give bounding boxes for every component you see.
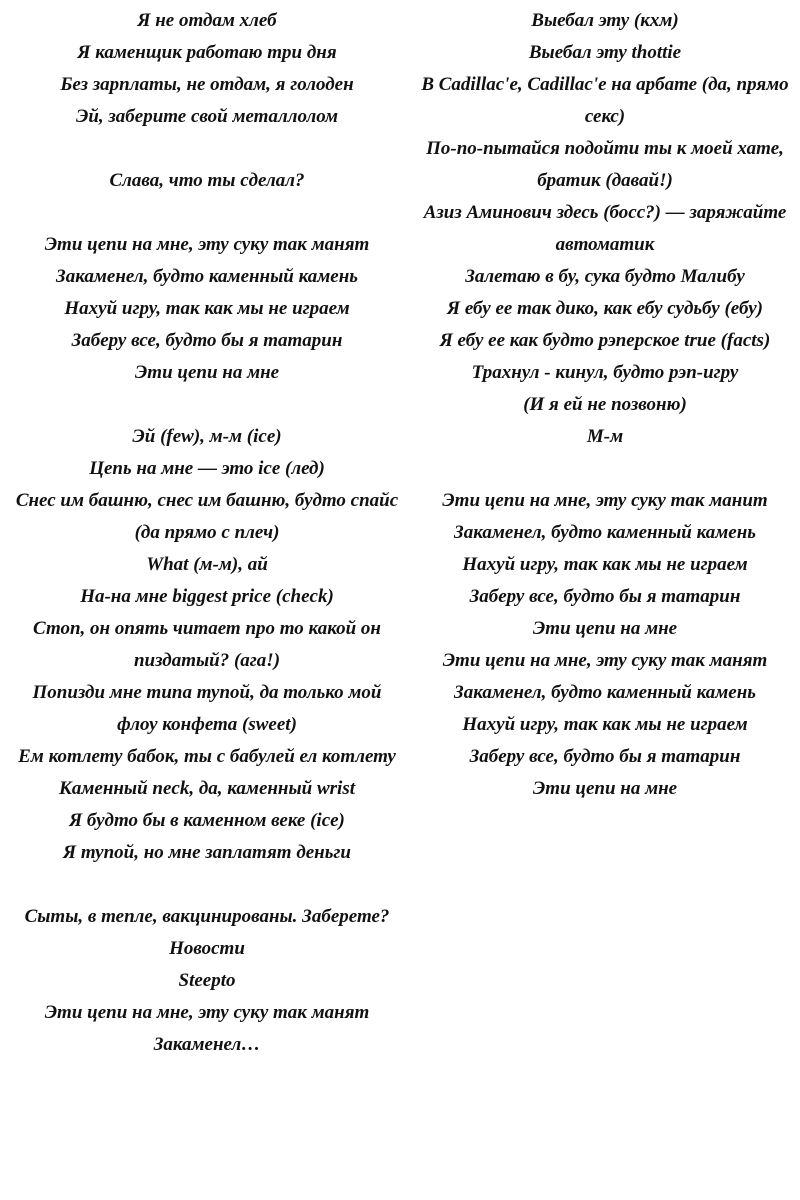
lyric-line: М-м [586, 426, 624, 447]
lyric-line: По-по-пытайся подойти ты к моей хате, братик (давай!) [426, 138, 784, 191]
lyric-line: Эти цепи на мне, эту суку так манят [44, 234, 370, 255]
lyric-line: (И я ей не позвоню) [523, 394, 687, 415]
lyric-line: Эти цепи на мне, эту суку так манит [442, 490, 768, 511]
stanza-break [12, 869, 402, 901]
lyric-line: Эти цепи на мне [134, 362, 280, 383]
lyric-line: Закаменел, будто каменный камень [56, 266, 358, 287]
lyric-line: Залетаю в бу, сука будто Малибу [465, 266, 745, 287]
lyric-line: Эти цепи на мне [532, 618, 678, 639]
lyric-line: Закаменел, будто каменный камень [454, 522, 756, 543]
lyrics-left-column [12, 5, 402, 1061]
lyric-line: Заберу все, будто бы я татарин [469, 586, 741, 607]
lyric-line: What (м-м), ай [146, 554, 268, 575]
lyric-line: В Cadillac'е, Cadillac'е на арбате (да, прямо секс) [421, 74, 789, 127]
lyric-line: Я не отдам хлеб [137, 10, 277, 31]
lyric-line: Я будто бы в каменном веке (ice) [69, 810, 345, 831]
lyric-line: Эй, заберите свой металлолом [75, 106, 339, 127]
stanza-break [410, 453, 800, 485]
lyric-line: Попизди мне типа тупой, да только мой флоу конфета (sweet) [32, 682, 382, 735]
lyric-line: Эти цепи на мне [532, 778, 678, 799]
stanza-break [12, 389, 402, 421]
lyric-line: (да прямо с плеч) [134, 522, 280, 543]
lyric-line: Трахнул - кинул, будто рэп-игру [471, 362, 739, 383]
stanza-break [12, 197, 402, 229]
lyric-line: Я тупой, но мне заплатят деньги [63, 842, 351, 863]
lyric-line: Выебал эту thottie [528, 42, 682, 63]
lyric-line: Я ебу ее так дико, как ебу судьбу (ебу) [447, 298, 763, 319]
lyric-line: Нахуй игру, так как мы не играем [64, 298, 350, 319]
lyric-line: Цепь на мне — это ice (лед) [89, 458, 325, 479]
lyric-line: Снес им башню, снес им башню, будто спайс [15, 490, 399, 511]
lyric-line: Ем котлету бабок, ты с бабулей ел котлету [18, 746, 396, 767]
lyric-line: Нахуй игру, так как мы не играем [462, 554, 748, 575]
lyric-line: Азиз Аминович здесь (босс?) — заряжайте автоматик [423, 202, 787, 255]
stanza-break [12, 133, 402, 165]
lyric-line: Каменный neck, да, каменный wrist [58, 778, 355, 799]
lyric-line: Закаменел, будто каменный камень [454, 682, 756, 703]
lyric-line: Закаменел… [153, 1034, 261, 1055]
lyric-line: Эти цепи на мне, эту суку так манят [442, 650, 768, 671]
lyric-line: На-на мне biggest price (check) [80, 586, 334, 607]
lyric-line: Новости [169, 938, 245, 959]
lyric-line: Нахуй игру, так как мы не играем [462, 714, 748, 735]
lyric-line: Стоп, он опять читает про то какой он пиздатый? (ага!) [33, 618, 381, 671]
lyric-line: Слава, что ты сделал? [109, 170, 305, 191]
lyric-line: Без зарплаты, не отдам, я голоден [60, 74, 354, 95]
lyric-line: Я каменщик работаю три дня [77, 42, 337, 63]
lyrics-right-column [410, 5, 800, 805]
lyric-line: Выебал эту (кхм) [531, 10, 679, 31]
lyric-line: Заберу все, будто бы я татарин [469, 746, 741, 767]
lyric-line: Я ебу ее как будто рэперское true (facts) [439, 330, 771, 351]
lyric-line: Заберу все, будто бы я татарин [71, 330, 343, 351]
lyric-line: Steepto [178, 970, 236, 991]
lyric-line: Эй (few), м-м (ice) [132, 426, 282, 447]
lyric-line: Сыты, в тепле, вакцинированы. Заберете? [24, 906, 390, 927]
lyric-line: Эти цепи на мне, эту суку так манят [44, 1002, 370, 1023]
